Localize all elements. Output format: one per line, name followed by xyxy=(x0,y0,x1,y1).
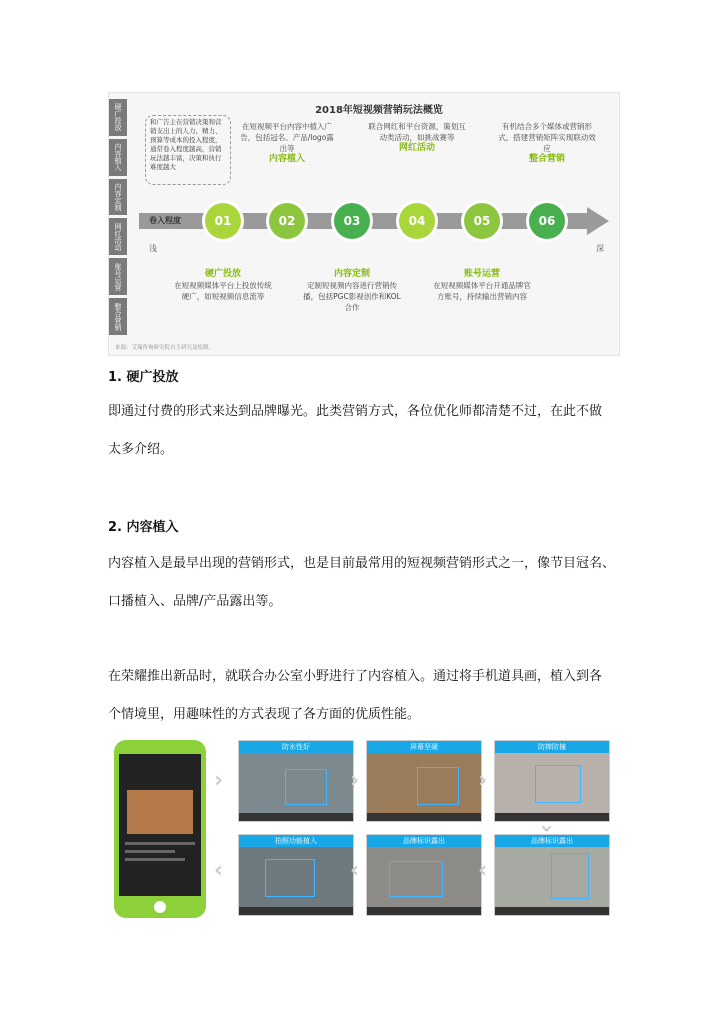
involvement-note: 和广告主在营销决策和营销支出上的人力、精力、预算等成本的投入程度，通常卷入程度越高，营销玩法越丰富，决策和执行难度越大 xyxy=(145,115,231,185)
side-tab: 硬广投放 xyxy=(109,99,127,136)
step-description: 定制短视频内容进行营销传播，包括PGC影视创作和KOL合作 xyxy=(303,281,401,312)
step-heading: 硬广投放 xyxy=(204,269,241,279)
step-heading: 账号运营 xyxy=(463,269,500,279)
frame-caption: 防水性好 xyxy=(239,741,353,753)
step-heading: 整合营销 xyxy=(528,154,565,164)
step-description: 在短视频媒体平台开通品牌官方账号，持续输出营销内容 xyxy=(433,281,531,301)
step-description: 在短视频平台内容中植入广告，包括冠名、产品/logo露出等 xyxy=(240,122,334,153)
video-frame xyxy=(238,740,354,822)
paragraph: 即通过付费的形式来达到品牌曝光。此类营销方式，各位优化师都清楚不过，在此不做 xyxy=(108,404,603,419)
step-circle: 05 xyxy=(464,203,500,239)
paragraph: 口播植入、品牌/产品露出等。 xyxy=(108,594,282,609)
frame-caption: 拍照功能植入 xyxy=(239,835,353,847)
paragraph: 太多介绍。 xyxy=(108,442,174,457)
placement-gallery xyxy=(112,740,620,920)
frame-caption: 品牌标识露出 xyxy=(495,835,609,847)
step-text xyxy=(432,269,532,302)
video-frame xyxy=(366,740,482,822)
side-tab: 内容植入 xyxy=(109,139,127,176)
step-heading: 网红活动 xyxy=(398,143,435,153)
step-circle: 02 xyxy=(269,203,305,239)
step-heading: 内容植入 xyxy=(268,154,305,164)
step-text xyxy=(497,121,597,165)
step-text xyxy=(367,121,467,154)
chevron-right-icon: › xyxy=(214,768,224,793)
frame-caption: 防摔防撞 xyxy=(495,741,609,753)
source-note: 来源：艾瑞咨询研究院自主研究及绘制。 xyxy=(115,345,215,351)
side-tab: 账号运营 xyxy=(109,258,127,295)
section-heading-1: 1. 硬广投放 xyxy=(108,370,179,385)
chevron-left-icon: ‹ xyxy=(478,858,488,883)
side-tab: 内容定制 xyxy=(109,179,127,216)
video-frame xyxy=(494,740,610,822)
video-frame xyxy=(494,834,610,916)
step-circle: 01 xyxy=(205,203,241,239)
step-description: 有机结合多个媒体或营销形式，搭建营销矩阵实现联动效应 xyxy=(498,122,596,153)
step-text xyxy=(173,269,273,302)
home-button xyxy=(154,901,166,913)
infographic-title: 2018年短视频营销玩法概览 xyxy=(315,105,443,116)
step-text xyxy=(237,121,337,165)
chevron-right-icon: › xyxy=(478,768,488,793)
step-text xyxy=(302,269,402,313)
step-heading: 内容定制 xyxy=(333,269,370,279)
deep-label: 深 xyxy=(596,244,604,253)
side-tab: 整合营销 xyxy=(109,298,127,335)
video-frame xyxy=(238,834,354,916)
step-circle: 04 xyxy=(399,203,435,239)
chevron-down-icon: › xyxy=(534,823,560,834)
phone-mockup xyxy=(114,740,206,918)
paragraph: 个情境里，用趣味性的方式表现了各方面的优质性能。 xyxy=(108,707,421,722)
shallow-label: 浅 xyxy=(149,244,157,253)
step-description: 在短视频媒体平台上投放传统硬广，如短视频信息流等 xyxy=(174,281,272,301)
paragraph: 在荣耀推出新品时，就联合办公室小野进行了内容植入。通过将手机道具画，植入到各 xyxy=(108,669,603,684)
side-tab: 网红活动 xyxy=(109,218,127,255)
stage-label: 卷入程度 xyxy=(149,216,181,225)
chevron-left-icon: ‹ xyxy=(214,858,224,883)
step-circle: 06 xyxy=(529,203,565,239)
paragraph: 内容植入是最早出现的营销形式，也是目前最常用的短视频营销形式之一，像节目冠名、 xyxy=(108,556,616,571)
frame-caption: 屏幕坚硬 xyxy=(367,741,481,753)
phone-screen xyxy=(119,754,201,896)
marketing-infographic xyxy=(108,92,620,356)
chevron-left-icon: ‹ xyxy=(350,858,360,883)
video-frame xyxy=(366,834,482,916)
side-tabs xyxy=(109,99,127,335)
step-description: 联合网红和平台资源，策划互动类活动，如挑战赛等 xyxy=(368,122,466,142)
chevron-right-icon: › xyxy=(350,768,360,793)
step-circle: 03 xyxy=(334,203,370,239)
frame-caption: 品牌标识露出 xyxy=(367,835,481,847)
section-heading-2: 2. 内容植入 xyxy=(108,520,179,535)
